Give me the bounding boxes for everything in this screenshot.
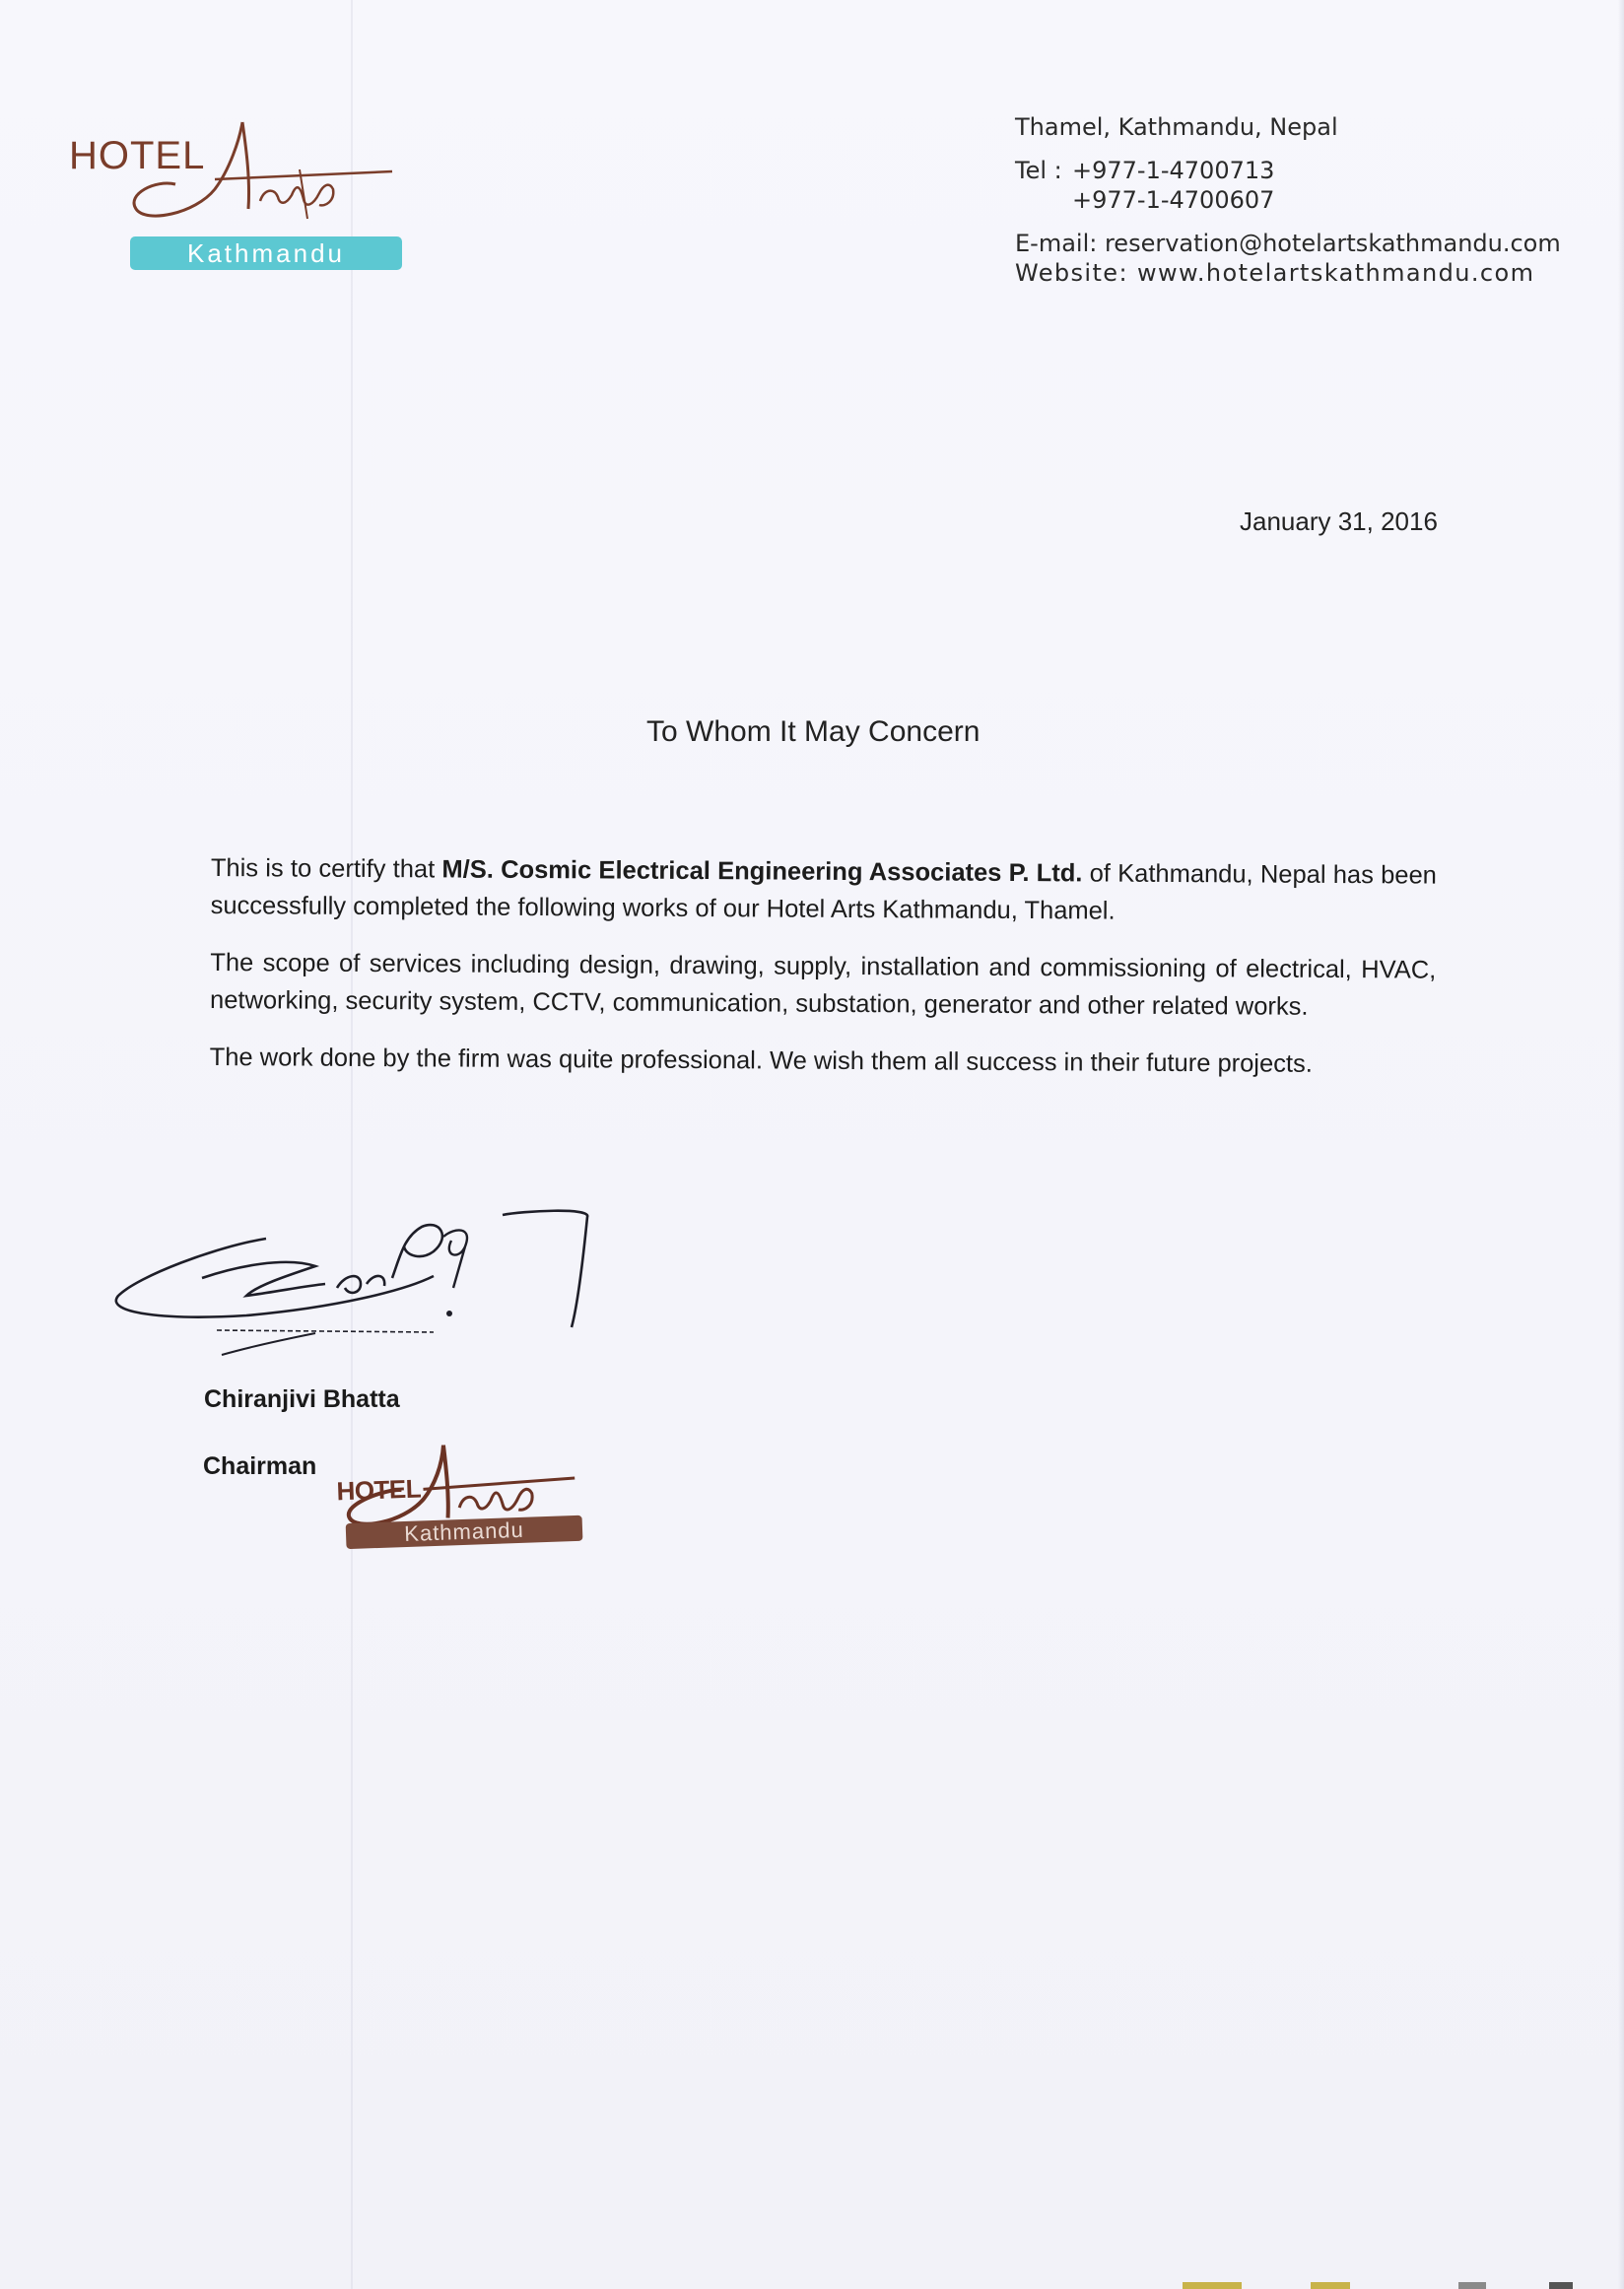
website-address: Website: www.hotelartskathmandu.com (1015, 259, 1535, 287)
telephone-number: +977-1-4700607 (1072, 186, 1275, 214)
telephone-row (1015, 156, 1606, 215)
telephone-number: +977-1-4700713 (1072, 157, 1275, 184)
scan-mark (1183, 2282, 1242, 2289)
paragraph-certification-prefix: This is to certify that (210, 853, 442, 884)
telephone-label: Tel : (1015, 157, 1062, 184)
letter-date: January 31, 2016 (1240, 506, 1438, 536)
contact-block (1015, 112, 1606, 288)
stamp-city-badge: Kathmandu (346, 1515, 583, 1549)
stamp-hotel-word: HOTEL (335, 1473, 422, 1507)
handwritten-signature-icon (108, 1197, 601, 1375)
hotel-address: Thamel, Kathmandu, Nepal (1015, 113, 1338, 141)
signer-name: Chiranjivi Bhatta (204, 1385, 400, 1413)
scan-mark (1458, 2282, 1486, 2289)
paragraph-certification (211, 849, 1437, 932)
letter-subject: To Whom It May Concern (646, 715, 981, 748)
email-address: E-mail: reservation@hotelartskathmandu.com (1015, 230, 1561, 257)
scan-mark (1311, 2282, 1350, 2289)
hotel-arts-logo (67, 110, 412, 278)
scan-edge (1618, 0, 1624, 2289)
hotel-stamp (331, 1435, 591, 1572)
paragraph-certification-suffix: of Kathmandu, Nepal has been successfully completed the following works of our Hotel Arts Kathmandu, Thamel. (210, 859, 1437, 925)
letter-body (209, 849, 1437, 1104)
telephone-numbers (1072, 156, 1274, 215)
scan-mark (1549, 2282, 1573, 2289)
paper-fold-line (351, 0, 353, 2289)
logo-hotel-word: HOTEL (69, 134, 206, 177)
firm-name: M/S. Cosmic Electrical Engineering Associates P. Ltd. (441, 855, 1083, 888)
scan-bottom-marks (1163, 2282, 1596, 2289)
signer-title: Chairman (203, 1452, 317, 1480)
paragraph-closing: The work done by the firm was quite professional. We wish them all success in their future projects. (209, 1043, 1313, 1078)
logo-city-badge: Kathmandu (130, 236, 402, 270)
paragraph-scope: The scope of services including design, drawing, supply, installation and commissioning of electrical, HVAC, networking, security system, CCTV, communication, substation, generator and other related works. (209, 948, 1437, 1021)
